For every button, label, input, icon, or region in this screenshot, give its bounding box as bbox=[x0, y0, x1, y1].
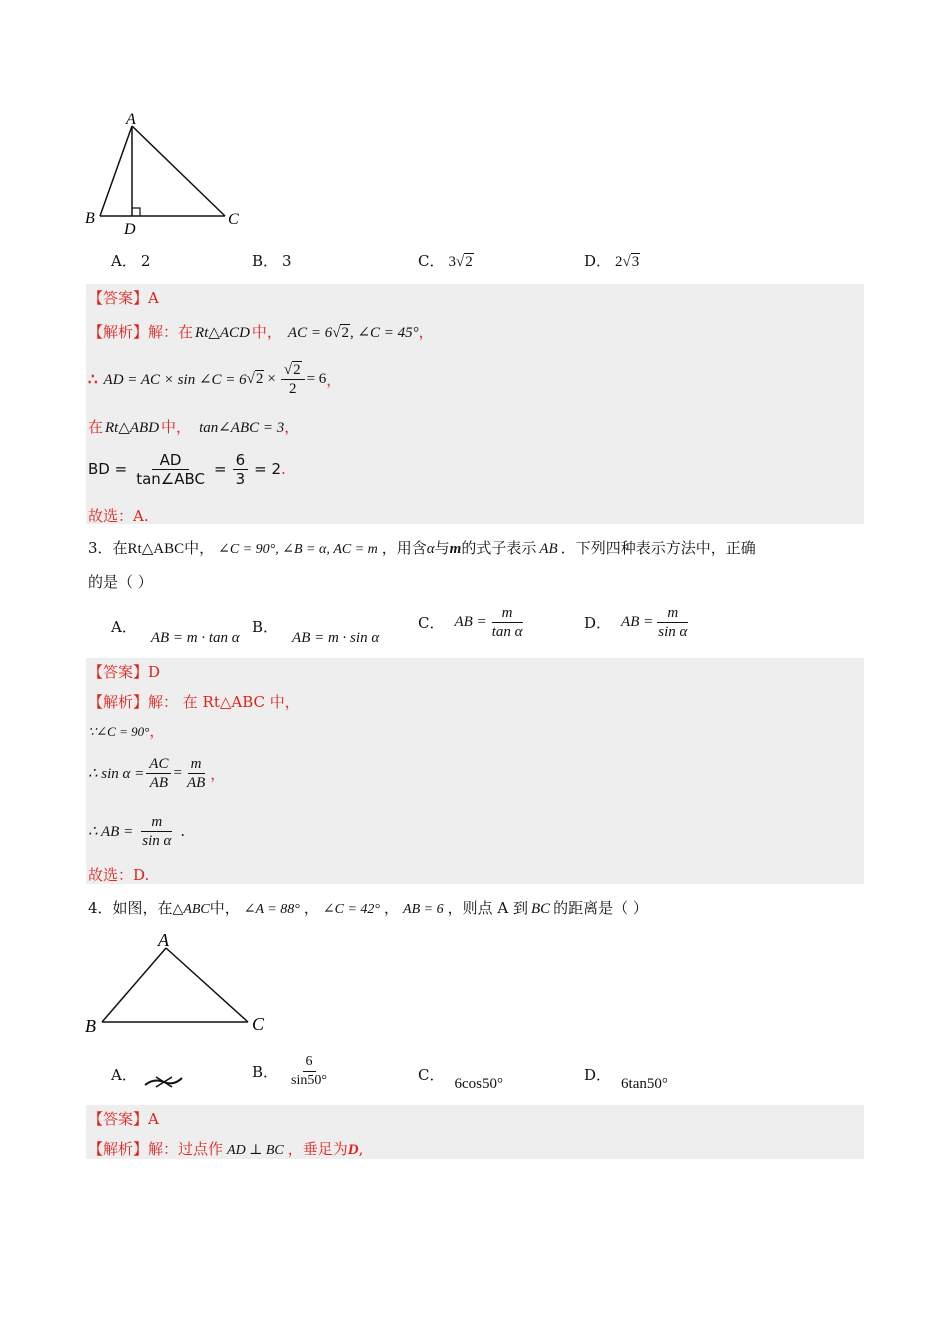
q4-option-a[interactable]: A． bbox=[111, 1066, 137, 1084]
q3-option-c[interactable]: C． AB = $\frac{m}{\text{tan α}}$ bbox=[418, 605, 523, 640]
fig1-label-b: B bbox=[85, 210, 95, 227]
q4-answer: 【答案】A bbox=[88, 1110, 159, 1128]
q3-option-a[interactable]: A．AB = m · tan α bbox=[111, 618, 240, 646]
q4-analysis-line1: 【解析】解：过点作 AD ⊥ BC ，垂足为D, bbox=[88, 1140, 364, 1158]
q3-analysis-line2: ∵∠C = 90°， bbox=[88, 722, 165, 740]
q3-option-d[interactable]: D． AB = $\frac{m}{\text{sin α}}$ bbox=[584, 605, 688, 640]
q2-analysis-line2: ∴ AD = AC × sin ∠C = 6 √ 2 × $\frac{√2}{2}$ = 6 ， bbox=[88, 361, 342, 397]
figure-right-triangle-abc bbox=[80, 108, 260, 238]
fig1-label-a: A bbox=[126, 111, 136, 128]
q3-stem-line2: 的是（ ） bbox=[88, 573, 153, 591]
fig2-label-c: C bbox=[252, 1014, 265, 1034]
q2-answer: 【答案】A bbox=[88, 289, 159, 307]
q3-option-b[interactable]: B．AB = m · sin α bbox=[252, 618, 380, 646]
q2-analysis-line3: 在 Rt△ABD 中， tan∠ABC = 3， bbox=[88, 418, 300, 436]
q4-stem: 4．如图，在△ABC中， ∠A = 88° ， ∠C = 42° ， AB = 6 ，则点 A 到 BC 的距离是（ ） bbox=[88, 899, 648, 917]
q4-option-d[interactable]: D． 6tan50° bbox=[584, 1066, 668, 1092]
q2-option-a[interactable]: A． 2 bbox=[111, 252, 151, 270]
q2-option-d[interactable]: D． 2√3 bbox=[584, 252, 640, 270]
q4-option-c[interactable]: C． 6cos50° bbox=[418, 1066, 503, 1092]
q2-option-b[interactable]: B． 3 bbox=[252, 252, 292, 270]
q3-stem-line1: 3．在Rt△ABC中， ∠C = 90°, ∠B = α, AC = m ，用含α与m的式子表示 AB ．下列四种表示方法中，正确 bbox=[88, 539, 756, 557]
q3-analysis-line4: ∴ AB = $\frac{m}{\text{sin α}}$ . bbox=[88, 813, 186, 849]
fig2-label-a: A bbox=[158, 930, 169, 950]
q2-option-c[interactable]: C． 3√2 bbox=[418, 252, 473, 270]
q3-answer: 【答案】D bbox=[88, 663, 161, 681]
figure-triangle-abc bbox=[80, 926, 280, 1041]
q2-analysis-line1: 【解析】解：在 Rt△ACD 中， AC = 6√2, ∠C = 45°， bbox=[88, 323, 434, 341]
q2-choose: 故选：A. bbox=[88, 507, 149, 525]
q3-analysis-line3: ∴ sin α = $\frac{AC}{AB}$ = $\frac{m}{AB}$ ， bbox=[88, 755, 226, 791]
q4-option-b[interactable]: B． $\frac{6}{\sin 50^\circ}$ bbox=[252, 1053, 327, 1088]
q2-analysis-line4: BD = $\frac{AD}{\text{tan∠ABC}}$ = $\frac{6}{3}$ = 2 . bbox=[88, 450, 286, 488]
fig2-label-b: B bbox=[85, 1016, 96, 1036]
q3-choose: 故选：D. bbox=[88, 866, 150, 884]
q4-option-a-mark bbox=[142, 1074, 186, 1090]
q3-analysis-line1: 【解析】解： 在 Rt△ABC 中， bbox=[88, 693, 300, 711]
fig1-label-c: C bbox=[228, 211, 239, 228]
fig1-label-d: D bbox=[124, 221, 136, 238]
